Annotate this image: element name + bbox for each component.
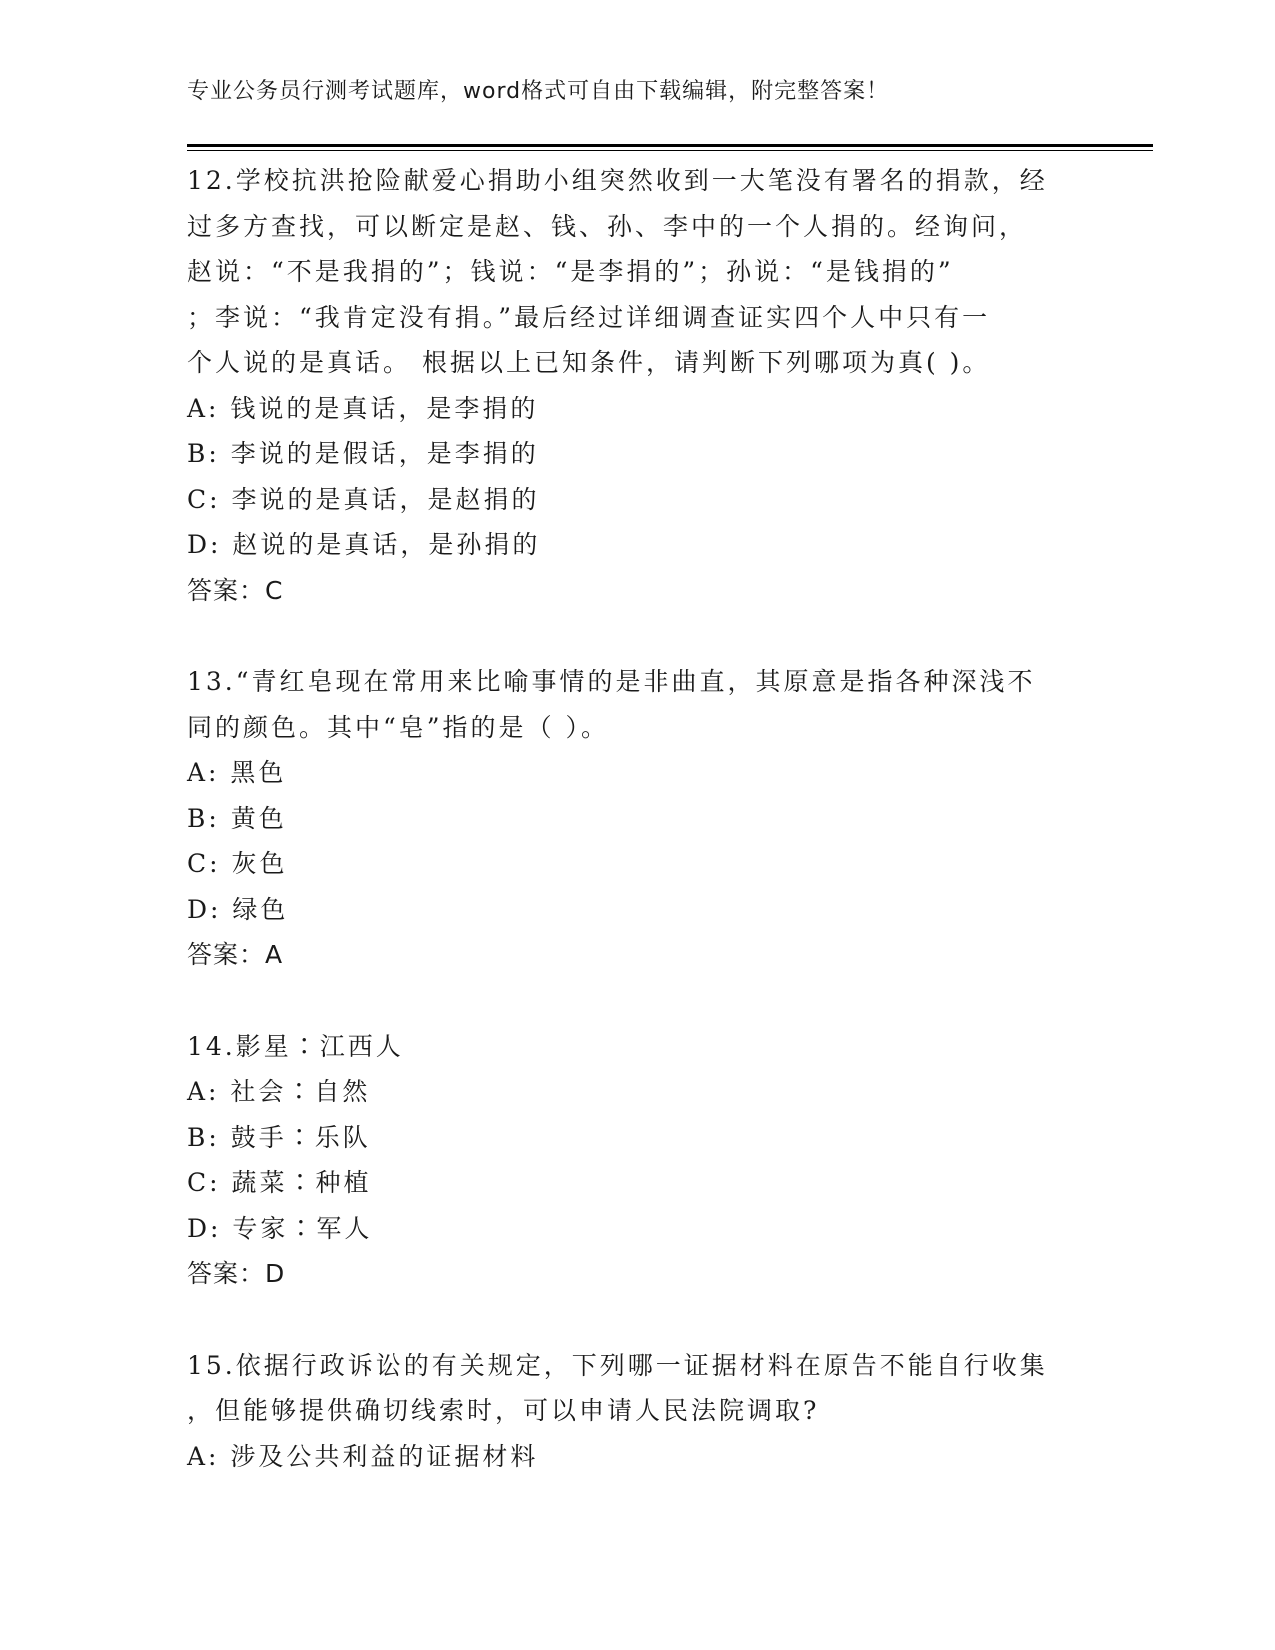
question-12 <box>187 158 1087 613</box>
question-14 <box>187 1024 1087 1297</box>
question-15 <box>187 1343 1087 1480</box>
question-text-line: ，但能够提供确切线索时，可以申请人民法院调取? <box>187 1396 820 1425</box>
question-text-line: 个人说的是真话。 根据以上已知条件，请判断下列哪项为真( )。 <box>187 348 991 377</box>
question-text-line: 12.学校抗洪抢险献爱心捐助小组突然收到一大笔没有署名的捐款，经 <box>187 166 1048 195</box>
option-b: B: 李说的是假话，是李捐的 <box>187 439 539 468</box>
option-d: D: 专家∶军人 <box>187 1213 373 1243</box>
header-rule-thin <box>187 150 1153 151</box>
question-13 <box>187 659 1087 978</box>
option-d: D: 赵说的是真话，是孙捐的 <box>187 530 541 559</box>
option-c: C: 灰色 <box>187 849 288 878</box>
option-b: B: 鼓手∶乐队 <box>187 1122 371 1152</box>
option-a: A: 黑色 <box>187 758 287 787</box>
option-a: A: 钱说的是真话，是李捐的 <box>187 393 539 423</box>
option-a: A: 社会∶自然 <box>187 1077 371 1106</box>
question-text-line: ；李说：“我肯定没有捐。”最后经过详细调查证实四个人中只有一 <box>187 302 991 332</box>
option-a: A: 涉及公共利益的证据材料 <box>187 1441 539 1471</box>
answer: 答案：C <box>187 575 284 605</box>
question-text-line: 13.“青红皂现在常用来比喻事情的是非曲直，其原意是指各种深浅不 <box>187 667 1036 696</box>
question-text-line: 同的颜色。其中“皂”指的是（ ）。 <box>187 712 610 742</box>
question-text-line: 赵说：“不是我捐的”；钱说：“是李捐的”；孙说：“是钱捐的” <box>187 257 954 286</box>
question-text-line: 15.依据行政诉讼的有关规定，下列哪一证据材料在原告不能自行收集 <box>187 1350 1048 1380</box>
answer: 答案：A <box>187 940 284 969</box>
question-text-line: 14.影星∶江西人 <box>187 1031 404 1061</box>
header-rule-thick <box>187 144 1153 147</box>
page-header: 专业公务员行测考试题库，word格式可自由下载编辑，附完整答案！ <box>187 79 890 104</box>
option-d: D: 绿色 <box>187 894 289 924</box>
option-b: B: 黄色 <box>187 803 287 833</box>
option-c: C: 李说的是真话，是赵捐的 <box>187 484 540 514</box>
question-list <box>187 158 1087 1525</box>
answer: 答案：D <box>187 1259 286 1288</box>
option-c: C: 蔬菜∶种植 <box>187 1168 372 1197</box>
question-text-line: 过多方查找，可以断定是赵、钱、孙、李中的一个人捐的。经询问， <box>187 211 1028 241</box>
